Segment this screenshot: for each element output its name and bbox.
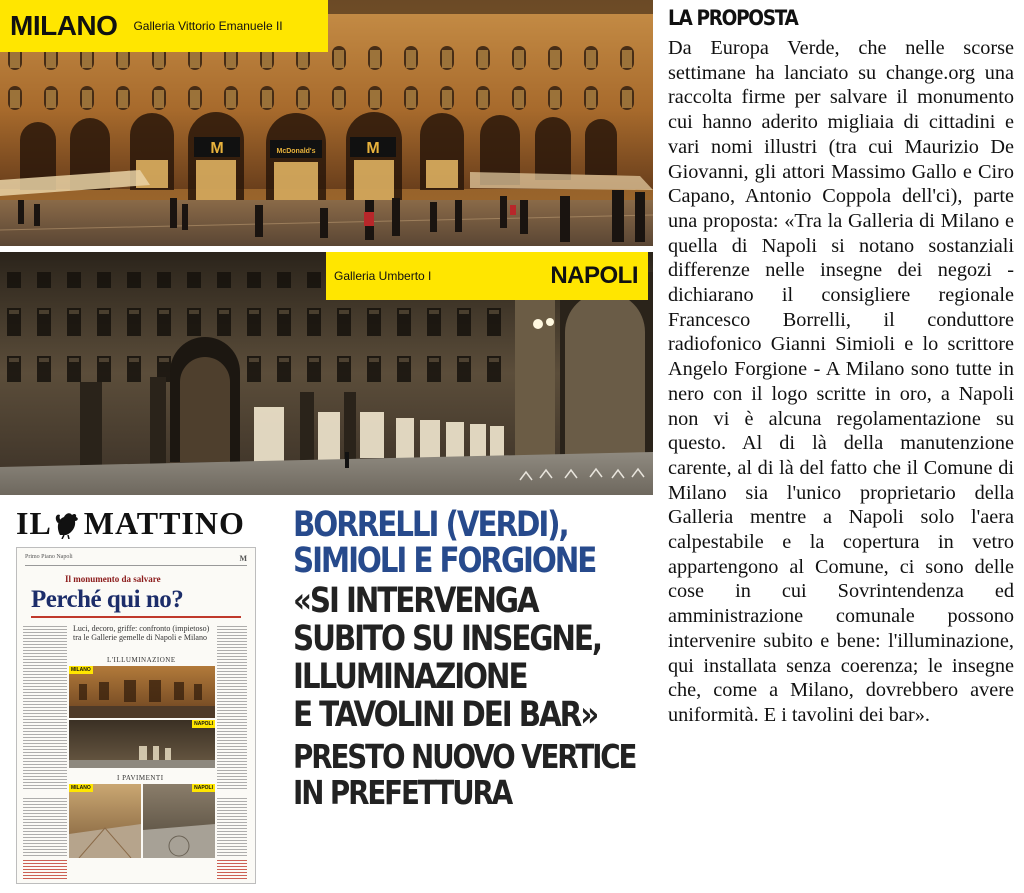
thumb-header <box>25 554 247 566</box>
article-body: Da Europa Verde, che nelle scorse settimane ha lanciato su change.org una raccolta firme per salvare il monumento cui hanno aderito migliaia di cittadini e vari nomi illustri (tra cui Maurizio De Giovanni, gli attori Massimo Gallo e Ciro Capano, Antonio Coppola dell'ci), parte una proposta: «Tra la Galleria di Milano e quella di Napoli si notano sostanziali differenze nelle insegne dei negozi - dichiarano il consigliere regionale Francesco Borrelli, il conduttore radiofonico Gianni Simioli e lo scrittore Angelo Forgione - A Milano sono tutte in nero con il logo scritte in oro, a Napoli non vi è alcuna regolamentazione su questo. Al di là della manutenzione carente, al di là del fatto che il Comune di Milano sia l'unico proprietario della Galleria mentre a Napoli solo l'aera calpestabile e la copertura in vetro appartengono al Comune, ci sono delle cose in cui Sovrintendenza ed amministrazione comunale possono intervenire subito e bene: l'illuminazione, qui installata senza coerenza; le insegne che, come a Milano, dovrebbero avere uniformità. E i tavolini dei bar». <box>668 37 1014 726</box>
thumb-text-column <box>217 798 247 858</box>
headline-line-3: «SI INTERVENGA <box>293 581 538 621</box>
svg-text:M: M <box>210 140 224 157</box>
logo-mattino: MATTINO <box>83 505 245 541</box>
thumb-red-note <box>23 860 67 880</box>
headline-line-4: SUBITO SU INSEGNE, <box>293 619 601 659</box>
thumb-text-column <box>23 798 67 858</box>
logo-il: IL <box>16 505 52 541</box>
thumb-text-column <box>23 626 67 791</box>
thumb-text-column <box>217 626 247 791</box>
thumb-lead: Luci, decoro, griffe: confronto (impietoso) tra le Gallerie gemelle di Napoli e Milano <box>73 624 210 642</box>
thumb-photo-pavement-napoli <box>143 784 215 858</box>
milano-place-name: Galleria Vittorio Emanuele II <box>133 19 283 33</box>
milano-label <box>0 0 328 52</box>
thumb-title: Perché qui no? <box>31 586 184 613</box>
napoli-label <box>326 252 648 300</box>
svg-text:M: M <box>366 140 380 157</box>
thumb-kicker: Il monumento da salvare <box>65 574 161 584</box>
thumb-tag-napoli-2: NAPOLI <box>194 785 213 791</box>
headline-line-5: ILLUMINAZIONE <box>293 657 527 697</box>
thumb-photo-pavement-milano <box>69 784 141 858</box>
main-headline <box>293 505 701 812</box>
headline-line-7: PRESTO NUOVO VERTICE <box>293 737 636 776</box>
thumb-header-left: Primo Piano Napoli <box>25 554 73 560</box>
thumb-tag-milano: MILANO <box>71 667 91 673</box>
thumb-section-pavimenti: I PAVIMENTI <box>117 774 164 782</box>
thumb-header-right: M <box>239 554 247 563</box>
rooster-icon <box>54 509 82 539</box>
article-column <box>668 6 1014 728</box>
thumb-tag-napoli: NAPOLI <box>194 721 213 727</box>
milano-city-name: MILANO <box>10 10 118 41</box>
newspaper-page-thumbnail <box>16 547 256 884</box>
headline-line-8: IN PREFETTURA <box>293 773 512 812</box>
headline-line-1: BORRELLI (VERDI), <box>293 505 568 545</box>
svg-text:McDonald's: McDonald's <box>276 148 316 155</box>
il-mattino-logo <box>16 505 245 542</box>
headline-line-2: SIMIOLI E FORGIONE <box>293 541 596 581</box>
napoli-city-name: NAPOLI <box>550 262 638 289</box>
thumb-photo-napoli <box>69 720 215 768</box>
thumb-rule <box>31 616 241 618</box>
thumb-red-note <box>217 860 247 880</box>
thumb-photo-milano <box>69 666 215 718</box>
thumb-section-illuminazione: L'ILLUMINAZIONE <box>107 656 176 664</box>
napoli-place-name: Galleria Umberto I <box>334 269 432 283</box>
thumb-tag-milano-2: MILANO <box>71 785 91 791</box>
article-heading: LA PROPOSTA <box>668 6 798 30</box>
headline-line-6: E TAVOLINI DEI BAR» <box>293 695 598 735</box>
